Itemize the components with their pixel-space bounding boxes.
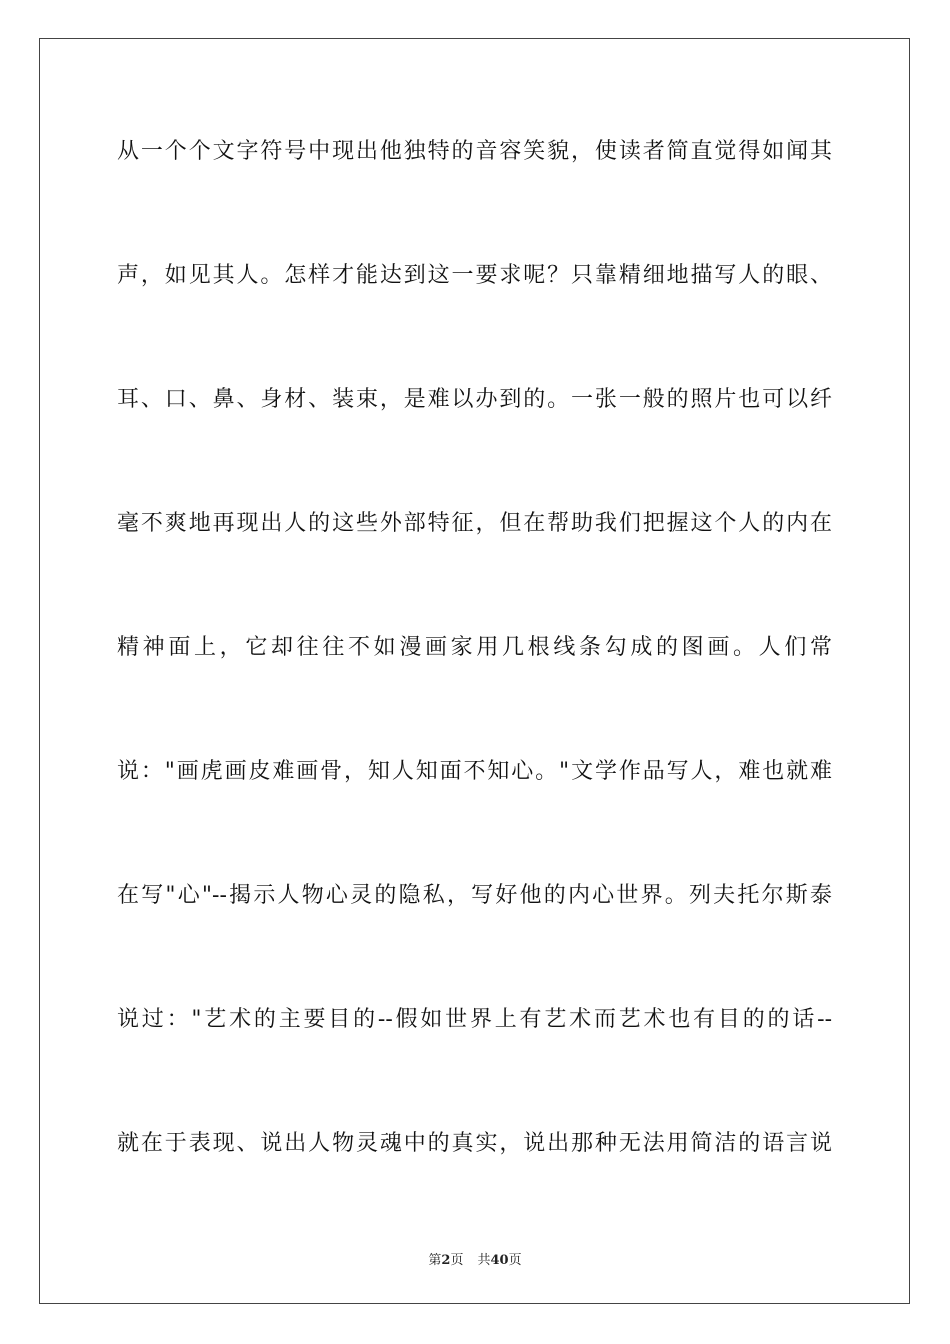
text-line: 精神面上，它却往往不如漫画家用几根线条勾成的图画。人们常 xyxy=(117,635,832,660)
page-total-suffix: 页 xyxy=(508,1253,522,1268)
page-footer xyxy=(0,1249,950,1268)
page-number-suffix: 页 xyxy=(450,1253,464,1268)
text-line: 毫不爽地再现出人的这些外部特征，但在帮助我们把握这个人的内在 xyxy=(117,511,832,536)
text-line: 耳、口、鼻、身材、装束，是难以办到的。一张一般的照片也可以纤 xyxy=(117,387,832,412)
page-number-current: 2 xyxy=(441,1253,451,1268)
text-line: 说过："艺术的主要目的--假如世界上有艺术而艺术也有目的的话-- xyxy=(117,1007,832,1032)
text-line: 在写"心"--揭示人物心灵的隐私，写好他的内心世界。列夫托尔斯泰 xyxy=(117,883,832,908)
page-total-prefix: 共 xyxy=(477,1253,491,1268)
text-line: 就在于表现、说出人物灵魂中的真实，说出那种无法用简洁的语言说 xyxy=(117,1131,832,1156)
text-line: 声，如见其人。怎样才能达到这一要求呢？只靠精细地描写人的眼、 xyxy=(117,263,832,288)
page-total-count: 40 xyxy=(490,1253,509,1268)
text-line: 说："画虎画皮难画骨，知人知面不知心。"文学作品写人，难也就难 xyxy=(117,759,832,784)
text-line: 从一个个文字符号中现出他独特的音容笑貌，使读者简直觉得如闻其 xyxy=(117,139,832,164)
document-body xyxy=(117,128,832,1244)
page-number-prefix: 第 xyxy=(428,1253,442,1268)
